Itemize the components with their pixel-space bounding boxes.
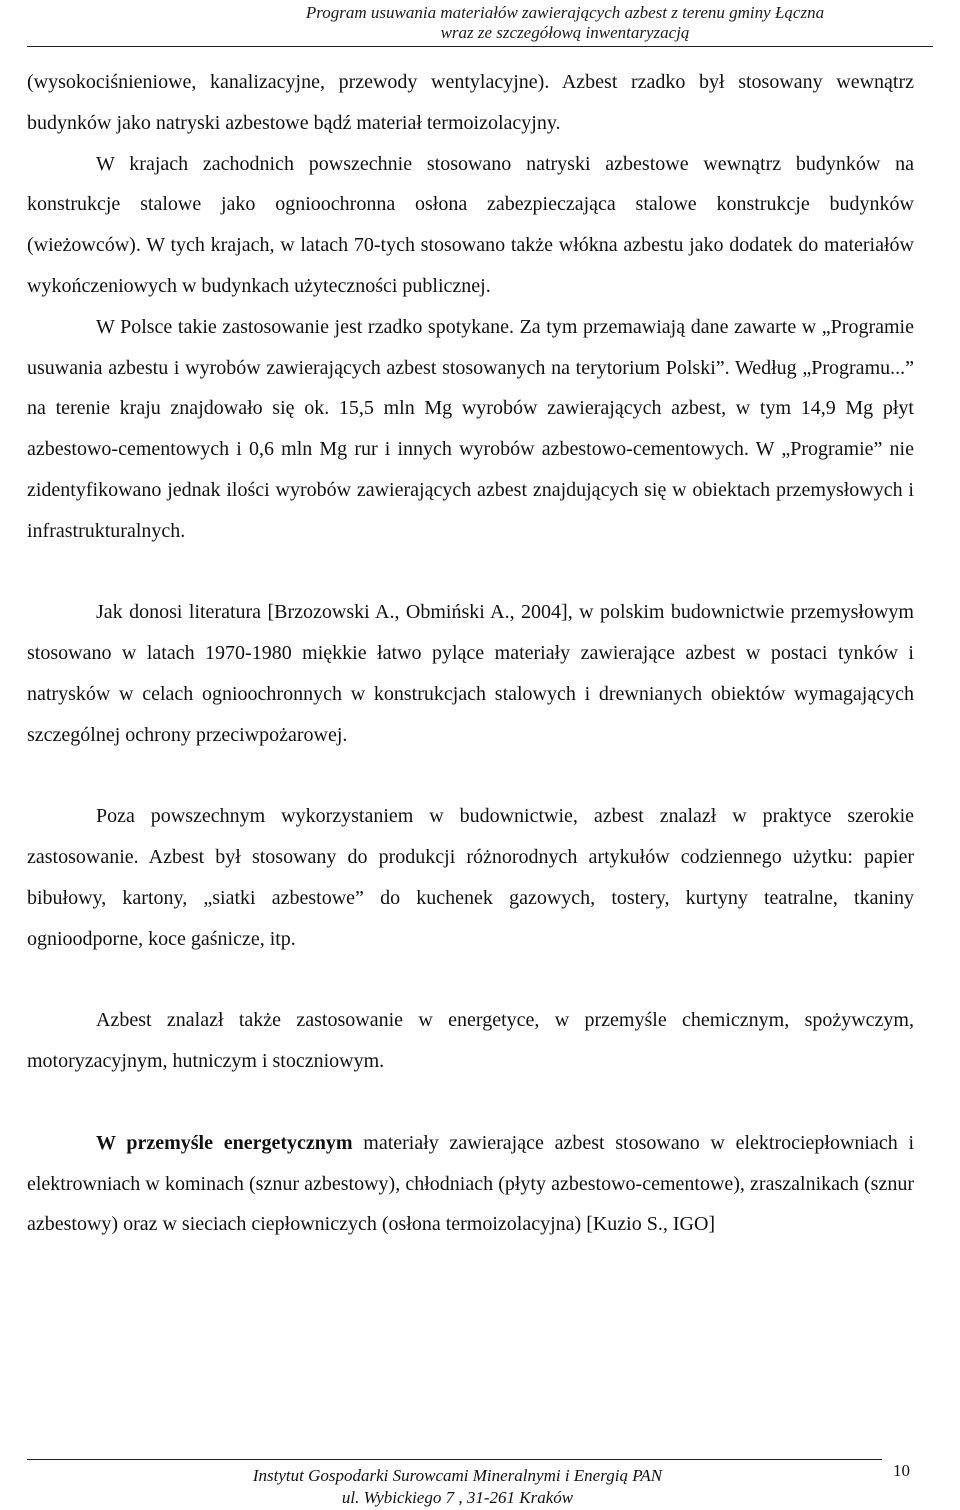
paragraph-7-lead: W przemyśle energetycznym xyxy=(96,1131,353,1154)
header-title: Program usuwania materiałów zawierających azbest z terenu gminy Łączna xyxy=(305,3,825,22)
header-subtitle: wraz ze szczegółową inwentaryzacją xyxy=(440,23,690,42)
paragraph-spacer xyxy=(27,960,914,1001)
footer-divider xyxy=(27,1459,882,1460)
header-divider xyxy=(27,46,933,47)
paragraph-7 xyxy=(27,1123,914,1245)
paragraph-2: W krajach zachodnich powszechnie stosowano natryski azbestowe wewnątrz budynków na konstrukcje stalowe jako ognioochronna osłona zabezpieczająca stalowe konstrukcje budynków (wieżowców). W tych krajach, w latach 70-tych stosowano także włókna azbestu jako dodatek do materiałów wykończeniowych w budynkach użyteczności publicznej. xyxy=(27,152,914,297)
paragraph-spacer xyxy=(27,1082,914,1123)
paragraph-3: W Polsce takie zastosowanie jest rzadko spotykane. Za tym przemawiają dane zawarte w „Programie usuwania azbestu i wyrobów zawierających azbest stosowanych na terytorium Polski”. Według „Programu...” na terenie kraju znajdowało się ok. 15,5 mln Mg wyrobów zawierających azbest, w tym 14,9 Mg płyt azbestowo-cementowych i 0,6 mln Mg rur i innych wyrobów azbestowo-cementowych. W „Programie” nie zidentyfikowano jednak ilości wyrobów zawierających azbest znajdujących się w obiektach przemysłowych i infrastrukturalnych. xyxy=(27,315,914,542)
paragraph-6: Azbest znalazł także zastosowanie w energetyce, w przemyśle chemicznym, spożywczym, motoryzacyjnym, hutniczym i stoczniowym. xyxy=(27,1009,914,1073)
paragraph-5: Poza powszechnym wykorzystaniem w budownictwie, azbest znalazł w praktyce szerokie zastosowanie. Azbest był stosowany do produkcji różnorodnych artykułów codziennego użytku: papier bibułowy, kartony, „siatki azbestowe” do kuchenek gazowych, tostery, kurtyny teatralne, tkaniny ognioodporne, koce gaśnicze, itp. xyxy=(27,805,914,950)
paragraph-spacer xyxy=(27,756,914,797)
document-body xyxy=(27,62,914,1245)
page-header xyxy=(0,0,960,46)
page-number: 10 xyxy=(893,1461,910,1480)
paragraph-7-text: materiały zawierające azbest stosowano w elektrociepłowniach i elektrowniach w kominach (sznur azbestowy), chłodniach (płyty azbestowo-cementowe), zraszalnikach (sznur azbestowy) oraz w sieciach ciepłowniczych (osłona termoizolacyjna) [Kuzio S., IGO] xyxy=(27,1131,915,1236)
paragraph-4: Jak donosi literatura [Brzozowski A., Obmiński A., 2004], w polskim budownictwie przemysłowym stosowano w latach 1970-1980 miękkie łatwo pylące materiały zawierające azbest w postaci tynków i natrysków w celach ognioochronnych w konstrukcjach stalowych i drewnianych obiektów wymagających szczególnej ochrony przeciwpożarowej. xyxy=(27,601,914,746)
paragraph-1: (wysokociśnieniowe, kanalizacyjne, przewody wentylacyjne). Azbest rzadko był stosowany wewnątrz budynków jako natryski azbestowe bądź materiał termoizolacyjny. xyxy=(27,71,914,134)
footer-institute: Instytut Gospodarki Surowcami Mineralnymi i Energią PAN xyxy=(252,1466,663,1485)
paragraph-spacer xyxy=(27,552,914,593)
footer-address: ul. Wybickiego 7 , 31-261 Kraków xyxy=(341,1488,574,1507)
